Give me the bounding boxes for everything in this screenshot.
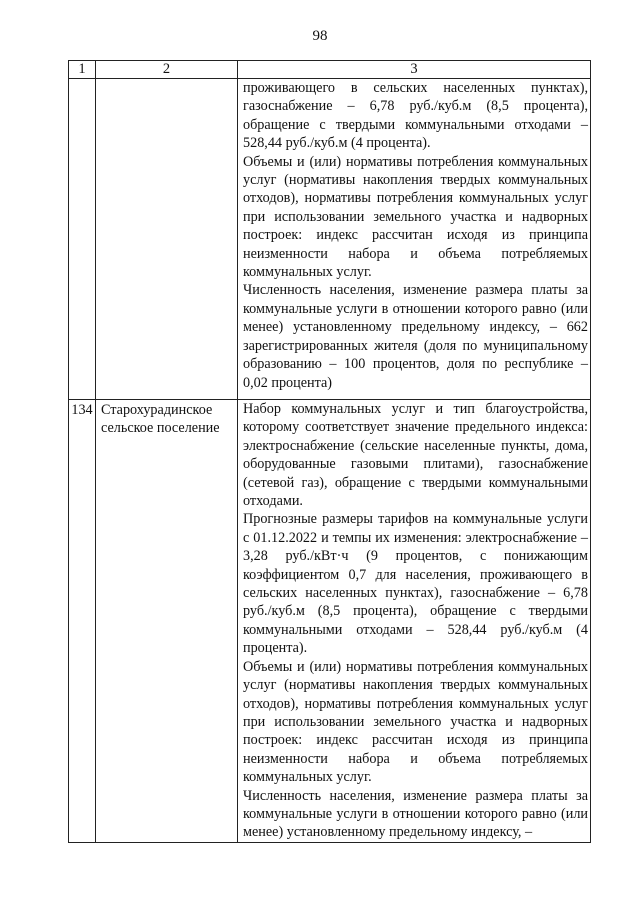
description-paragraph: Объемы и (или) нормативы потребления коммунальных услуг (нормативы накопления твердых коммунальных отходов), нормативы потребления коммунальных услуг при использовании земельного участка и надворных построек: индекс рассчитан исходя из принципа неизменности набора и объема потребляемых коммунальных услуг.	[243, 658, 588, 786]
description-paragraph: проживающего в сельских населенных пунктах), газоснабжение – 6,78 руб./куб.м (8,5 процента), обращение с твердыми коммунальными отходами – 528,44 руб./куб.м (4 процента).	[243, 80, 588, 152]
row-number-cell	[69, 79, 96, 400]
column-header-1: 1	[69, 61, 96, 79]
column-header-2: 2	[96, 61, 238, 79]
description-paragraph: Численность населения, изменение размера платы за коммунальные услуги в отношении которого равно (или менее) установленному предельному индексу, –	[243, 787, 588, 841]
description-paragraph: Численность населения, изменение размера платы за коммунальные услуги в отношении которого равно (или менее) установленному предельному индексу, – 662 зарегистрированных жителя (доля по муниципальному образованию – 100 процентов, доля по республике – 0,02 процента)	[243, 282, 588, 391]
description-paragraph: Набор коммунальных услуг и тип благоустройства, которому соответствует значение предельного индекса: электроснабжение (сельские населенные пункты, дома, оборудованные газовыми плитами), газоснабжение (сетевой газ), обращение с твердыми коммунальными отходами.	[243, 401, 588, 510]
index-description-cell	[238, 79, 591, 400]
description-paragraph: Объемы и (или) нормативы потребления коммунальных услуг (нормативы накопления твердых коммунальных отходов), нормативы потребления коммунальных услуг при использовании земельного участка и надворных построек: индекс рассчитан исходя из принципа неизменности набора и объема потребляемых коммунальных услуг.	[243, 153, 588, 281]
table-row	[69, 79, 591, 400]
table-header-row	[69, 61, 591, 79]
page-number: 98	[312, 28, 328, 44]
settlement-name-cell	[96, 79, 238, 400]
description-paragraph: Прогнозные размеры тарифов на коммунальные услуги с 01.12.2022 и темпы их изменения: электроснабжение – 3,28 руб./кВт·ч (9 процентов, с понижающим коэффициентом 0,7 для населения, проживающего в сельских населенных пунктах), газоснабжение – 6,78 руб./куб.м (8,5 процента), обращение с твердыми коммунальными отходами – 528,44 руб./куб.м (4 процента).	[243, 511, 588, 657]
column-header-3: 3	[238, 61, 591, 79]
table-row	[69, 400, 591, 843]
tariff-index-table	[68, 60, 591, 843]
index-description-cell	[238, 400, 591, 843]
settlement-name-cell: Старохурадинское сельское поселение	[96, 400, 238, 843]
row-number-cell: 134	[69, 400, 96, 843]
